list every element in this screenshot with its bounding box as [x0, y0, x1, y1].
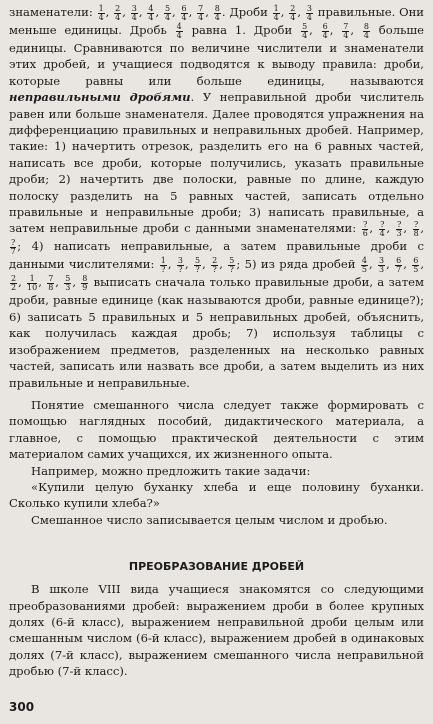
fraction [211, 257, 218, 274]
fraction-numerator: ? [397, 220, 402, 230]
text-segment: ; 4) написать неправильные, а затем правильные дроби с данными числителями: [9, 239, 424, 272]
fraction-denominator: 4 [98, 13, 104, 22]
fraction-denominator: 4 [198, 13, 204, 22]
fraction [363, 23, 370, 40]
fraction [306, 5, 313, 22]
fraction-denominator: 10 [27, 283, 38, 293]
fraction-denominator: 4 [148, 13, 154, 22]
fraction-denominator: 2 [11, 283, 17, 293]
fraction-denominator: 4 [379, 229, 385, 239]
fraction-list: $\frac{1}{4}$ , $\frac{2}{4}$ , $\frac{3}{4}$ , $\frac{4}{4}$ , $\frac{5}{4}$ , $\frac{6}{4}$ , $\frac{7}{4}$ , $\frac{8}{4}$ [98, 4, 220, 22]
fraction-numerator: 5 [229, 256, 235, 266]
fraction [378, 257, 385, 274]
fraction-denominator: 8 [48, 283, 54, 293]
fraction-denominator: ? [161, 265, 166, 275]
paragraph-mixed-number: Понятие смешанного числа следует также формировать с помощью наглядных пособий, дидактического материала, а главное, с помощью практической деятельности с этим материалом самих учащихся, их жизненного опыта. [9, 397, 424, 462]
fraction-numerator: 8 [214, 4, 220, 13]
fraction-numerator: 8 [82, 274, 88, 284]
fraction-numerator: 5 [65, 274, 71, 284]
fraction [181, 5, 188, 22]
fraction-numerator: 4 [361, 256, 367, 266]
fraction-denominator: 4 [363, 31, 369, 40]
fraction [342, 23, 349, 40]
text-segment: выписать сначала только правильные дроби, а затем дроби, равные единице (как называются дроби, равные единице?); 6) записать 5 правильных и 5 неправильных дробей, объяснить, как получилась каждая дробь; 7) используя таблицы с изображением предметов, разделенных на несколько равных частей, записать или назвать все дроби, а затем выделить из них правильные и неправильные. [9, 275, 425, 390]
fraction-denominator: 9 [82, 283, 88, 293]
fraction [395, 257, 402, 274]
fraction [98, 5, 105, 22]
fraction [322, 23, 329, 40]
fraction-numerator: 3 [306, 4, 312, 13]
paragraph-bread-task: «Купили целую буханку хлеба и еще половину буханки. Сколько купили хлеба?» [9, 479, 424, 511]
fraction-denominator: 3 [65, 283, 71, 293]
fraction [379, 221, 385, 238]
fraction [177, 257, 184, 274]
fraction [214, 5, 221, 22]
fraction-denominator: ? [178, 265, 183, 275]
fraction-denominator: 7 [396, 265, 402, 275]
fraction-denominator: 4 [302, 31, 308, 40]
fraction-denominator: 4 [322, 31, 328, 40]
text-segment: правильные. Они меньше единицы. Дробь [9, 5, 425, 37]
fraction-denominator: ? [212, 265, 217, 275]
paragraph-fractions [9, 4, 424, 391]
fraction [27, 275, 37, 292]
fraction-numerator: 3 [131, 4, 137, 13]
fraction-denominator: 7 [10, 247, 16, 257]
fraction-denominator: 5 [413, 265, 419, 275]
fraction-denominator: ? [195, 265, 200, 275]
fraction-list: $\frac{4}{5}$ , $\frac{3}{3}$ , $\frac{6}{7}$ , $\frac{6}{5}$ , $\frac{2}{2}$ , $\frac{1}{10}$ , $\frac{7}{8}$ , $\frac{5}{3}$ , $\frac{8}{9}$ [11, 256, 425, 293]
fraction-denominator: 4 [164, 13, 171, 22]
fraction [10, 275, 17, 292]
fraction-numerator: 1 [273, 4, 279, 13]
fraction-numerator: ? [363, 220, 368, 230]
fraction [301, 23, 308, 40]
fraction-numerator: 7 [48, 274, 54, 284]
fraction [64, 275, 71, 292]
fraction-list [175, 22, 184, 40]
page-number: 300 [9, 700, 35, 714]
section-heading: ПРЕОБРАЗОВАНИЕ ДРОБЕЙ [128, 560, 305, 574]
fraction [228, 257, 235, 274]
fraction-numerator: 7 [343, 22, 349, 31]
fraction-denominator: 4 [343, 31, 349, 40]
fraction-numerator: 2 [115, 4, 121, 13]
fraction-numerator: 1 [98, 4, 104, 13]
fraction [176, 23, 183, 40]
fraction [81, 275, 88, 292]
fraction-numerator: 6 [181, 4, 187, 13]
fraction-numerator: 4 [176, 22, 182, 31]
fraction [131, 5, 138, 22]
fraction [197, 5, 204, 22]
text-segment: . Дроби [221, 5, 268, 19]
fraction-numerator: 5 [164, 4, 171, 13]
fraction-numerator: 5 [302, 22, 308, 31]
fraction-list: $\frac{5}{4}$ , $\frac{6}{4}$ , $\frac{7}{4}$ , $\frac{8}{4}$ [302, 22, 369, 40]
fraction [273, 5, 280, 22]
text-segment: . У неправильной дроби числитель равен или больше знаменателя. Далее проводятся упражнения на дифференциацию правильных и неправильных дробей. Например, такие: 1) начертить отрезок, разделить его на 6 равных частей, написать все дроби, которые получились, указать правильные дроби; 2) начертить две полоски, равные по длине, каждую полоску разделить на 5 равных частей, записать отдельно правильные и неправильные дроби; 3) написать правильные, а затем неправильные дроби с данными знаменателями: [9, 90, 424, 236]
fraction-numerator: ? [380, 220, 385, 230]
fraction-denominator: 3 [378, 265, 385, 275]
fraction-denominator: 4 [306, 13, 312, 22]
paragraph-mixed-notation: Смешанное число записывается целым числом и дробью. [31, 512, 388, 527]
fraction-numerator: 8 [363, 22, 369, 31]
term-emphasis: неправильными дробями [9, 90, 191, 105]
fraction-list: $\frac{?}{6}$ , $\frac{?}{4}$ , $\frac{?}{3}$ , $\frac{?}{8}$ , $\frac{?}{7}$ [10, 220, 424, 257]
fraction [413, 221, 419, 238]
fraction [396, 221, 402, 238]
fraction [164, 5, 171, 22]
fraction-numerator: 3 [378, 256, 385, 266]
text-segment: больше единицы. Сравниваются по величине числители и знаменатели этих дробей, и учащиеся подводятся к выводу правила: дроби, которые равны или больше единицы, называются [9, 23, 425, 88]
paragraph-example-intro: Например, можно предложить такие задачи: [31, 463, 311, 478]
fraction-denominator: 4 [181, 13, 187, 22]
text-segment: ; 5) из ряда дробей [236, 257, 356, 272]
text-segment: равна 1. Дроби [191, 23, 293, 37]
fraction-denominator: 4 [214, 13, 220, 22]
fraction-denominator: 4 [176, 31, 182, 40]
fraction [160, 257, 167, 274]
fraction [147, 5, 154, 22]
fraction [412, 257, 419, 274]
fraction-denominator: 4 [115, 13, 121, 22]
fraction [361, 257, 368, 274]
fraction [289, 5, 296, 22]
fraction-list: $\frac{1}{?}$ , $\frac{3}{?}$ , $\frac{5}{?}$ , $\frac{2}{?}$ , $\frac{5}{?}$ [160, 256, 235, 275]
fraction-denominator: 5 [361, 265, 367, 275]
fraction [10, 239, 16, 256]
fraction-numerator: 2 [290, 4, 296, 13]
fraction-denominator: 4 [131, 13, 137, 22]
fraction [194, 257, 201, 274]
fraction [114, 5, 121, 22]
fraction-denominator: 4 [273, 13, 279, 22]
fraction-numerator: 4 [148, 4, 154, 13]
fraction-numerator: ? [11, 238, 16, 248]
fraction-numerator: 1 [160, 256, 166, 266]
fraction-numerator: 5 [195, 256, 201, 266]
paragraph-transformations: В школе VIII вида учащиеся знакомятся со следующими преобразованиями дробей: выражением дроби в более крупных долях (6-й класс), выражением неправильной дроби целым или смешанным числом (6-й класс), выражением дробей в одинаковых долях (7-й класс), выражением смешанного числа неправильной дробью (7-й класс). [9, 582, 424, 679]
fraction-denominator: 3 [396, 229, 402, 239]
fraction-list: $\frac{1}{4}$ , $\frac{2}{4}$ , $\frac{3}{4}$ [273, 4, 312, 22]
fraction-numerator: 2 [11, 274, 17, 284]
fraction [362, 221, 368, 238]
fraction-denominator: 4 [290, 13, 296, 22]
fraction-numerator: 3 [177, 256, 183, 266]
fraction-numerator: 7 [198, 4, 204, 13]
text-segment: знаменатели: [9, 5, 93, 19]
fraction-numerator: 6 [322, 22, 328, 31]
fraction-numerator: 1 [27, 275, 37, 284]
fraction-denominator: 6 [362, 229, 368, 239]
fraction-denominator: ? [229, 265, 234, 275]
fraction-numerator: 6 [413, 256, 419, 266]
fraction-numerator: ? [414, 220, 419, 230]
fraction-numerator: 6 [396, 256, 402, 266]
fraction-denominator: 8 [413, 229, 419, 239]
fraction-numerator: 2 [212, 256, 218, 266]
fraction [47, 275, 54, 292]
